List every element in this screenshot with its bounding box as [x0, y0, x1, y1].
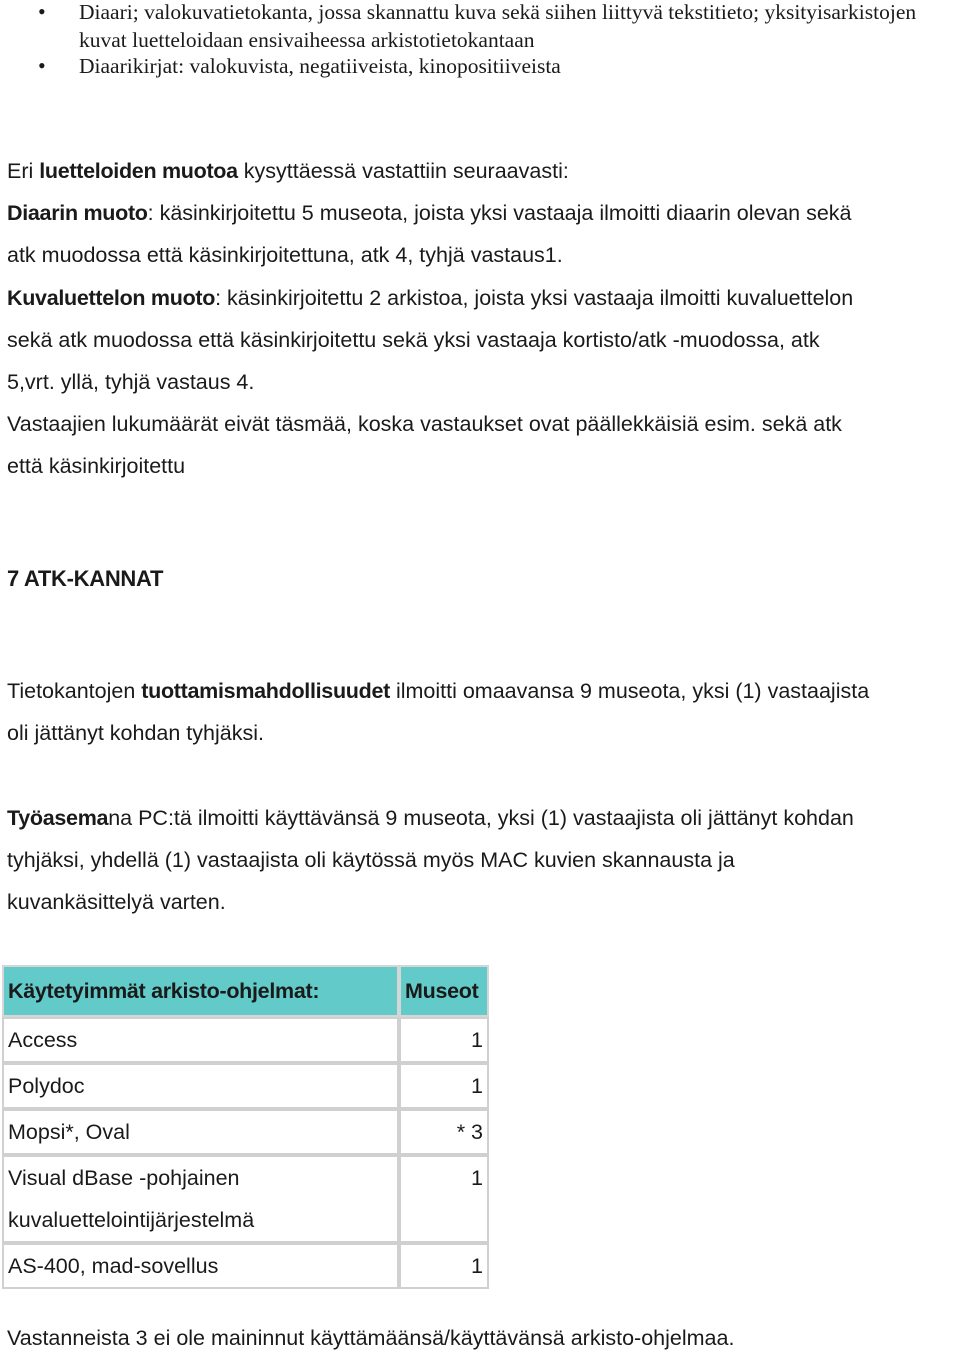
table-cell-program: Mopsi*, Oval	[2, 1109, 399, 1155]
table-cell-count: 1	[399, 1155, 489, 1243]
table-cell-program: Polydoc	[2, 1063, 399, 1109]
table-row	[2, 1109, 489, 1155]
section-title: 7 ATK-KANNAT	[7, 566, 164, 591]
archive-programs-table	[2, 965, 489, 1289]
table-cell-count: 1	[399, 1243, 489, 1289]
table-header-row	[2, 965, 489, 1017]
table-cell-count: * 3	[399, 1109, 489, 1155]
table-cell-program: AS-400, mad-sovellus	[2, 1243, 399, 1289]
kuvaluettelo-paragraph: Kuvaluettelon muoto: käsinkirjoitettu 2 arkistoa, joista yksi vastaaja ilmoitti kuvaluettelon sekä atk muodossa että käsinkirjoitettu sekä yksi vastaaja kortisto/atk -muodossa, atk 5,vrt. yllä, tyhjä vastaus 4.	[7, 286, 854, 394]
table-row	[2, 1155, 489, 1243]
table-row	[2, 1063, 489, 1109]
kuvaluettelo-label: Kuvaluettelon muoto	[7, 286, 216, 310]
table-header-museums: Museot	[399, 965, 489, 1017]
bullet-item: • Diaarikirjat: valokuvista, negatiiveista, kinopositiiveista	[0, 52, 939, 80]
diaari-paragraph: Diaarin muoto: käsinkirjoitettu 5 museota, joista yksi vastaaja ilmoitti diaarin olevan sekä atk muodossa että käsinkirjoitettuna, atk 4, tyhjä vastaus1.	[7, 201, 852, 267]
note-paragraph: Vastaajien lukumäärät eivät täsmää, koska vastaukset ovat päällekkäisiä esim. sekä atk että käsinkirjoitettu	[7, 412, 842, 478]
footer-note: Vastanneista 3 ei ole maininnut käyttämäänsä/käyttävänsä arkisto-ohjelmaa.	[7, 1326, 735, 1350]
tyoasema-paragraph: Työasemana PC:tä ilmoitti käyttävänsä 9 museota, yksi (1) vastaajista oli jättänyt kohdan tyhjäksi, yhdellä (1) vastaajista oli käytössä myös MAC kuvien skannausta ja kuvankäsittelyä varten.	[7, 806, 854, 914]
bullet-item: • Diaari; valokuvatietokanta, jossa skannattu kuva sekä siihen liittyvä tekstitieto; yksityisarkistojen kuvat luetteloidaan ensivaiheessa arkistotietokantaan	[0, 0, 939, 54]
tyoasema-highlight: Työasema	[7, 806, 109, 830]
tietokannat-highlight: tuottamismahdollisuudet	[141, 679, 390, 703]
intro-paragraph: Eri luetteloiden muotoa kysyttäessä vastattiin seuraavasti:	[7, 159, 569, 183]
table-header-program: Käytetyimmät arkisto-ohjelmat:	[2, 965, 399, 1017]
diaari-label: Diaarin muoto	[7, 201, 148, 225]
table-row	[2, 1017, 489, 1063]
table-row	[2, 1243, 489, 1289]
tietokannat-paragraph: Tietokantojen tuottamismahdollisuudet ilmoitti omaavansa 9 museota, yksi (1) vastaajista oli jättänyt kohdan tyhjäksi.	[7, 679, 870, 745]
table-cell-program: Visual dBase -pohjainen kuvaluettelointijärjestelmä	[2, 1155, 399, 1243]
table-cell-count: 1	[399, 1063, 489, 1109]
table-cell-program: Access	[2, 1017, 399, 1063]
table-cell-count: 1	[399, 1017, 489, 1063]
intro-highlight: luetteloiden muotoa	[39, 159, 238, 183]
